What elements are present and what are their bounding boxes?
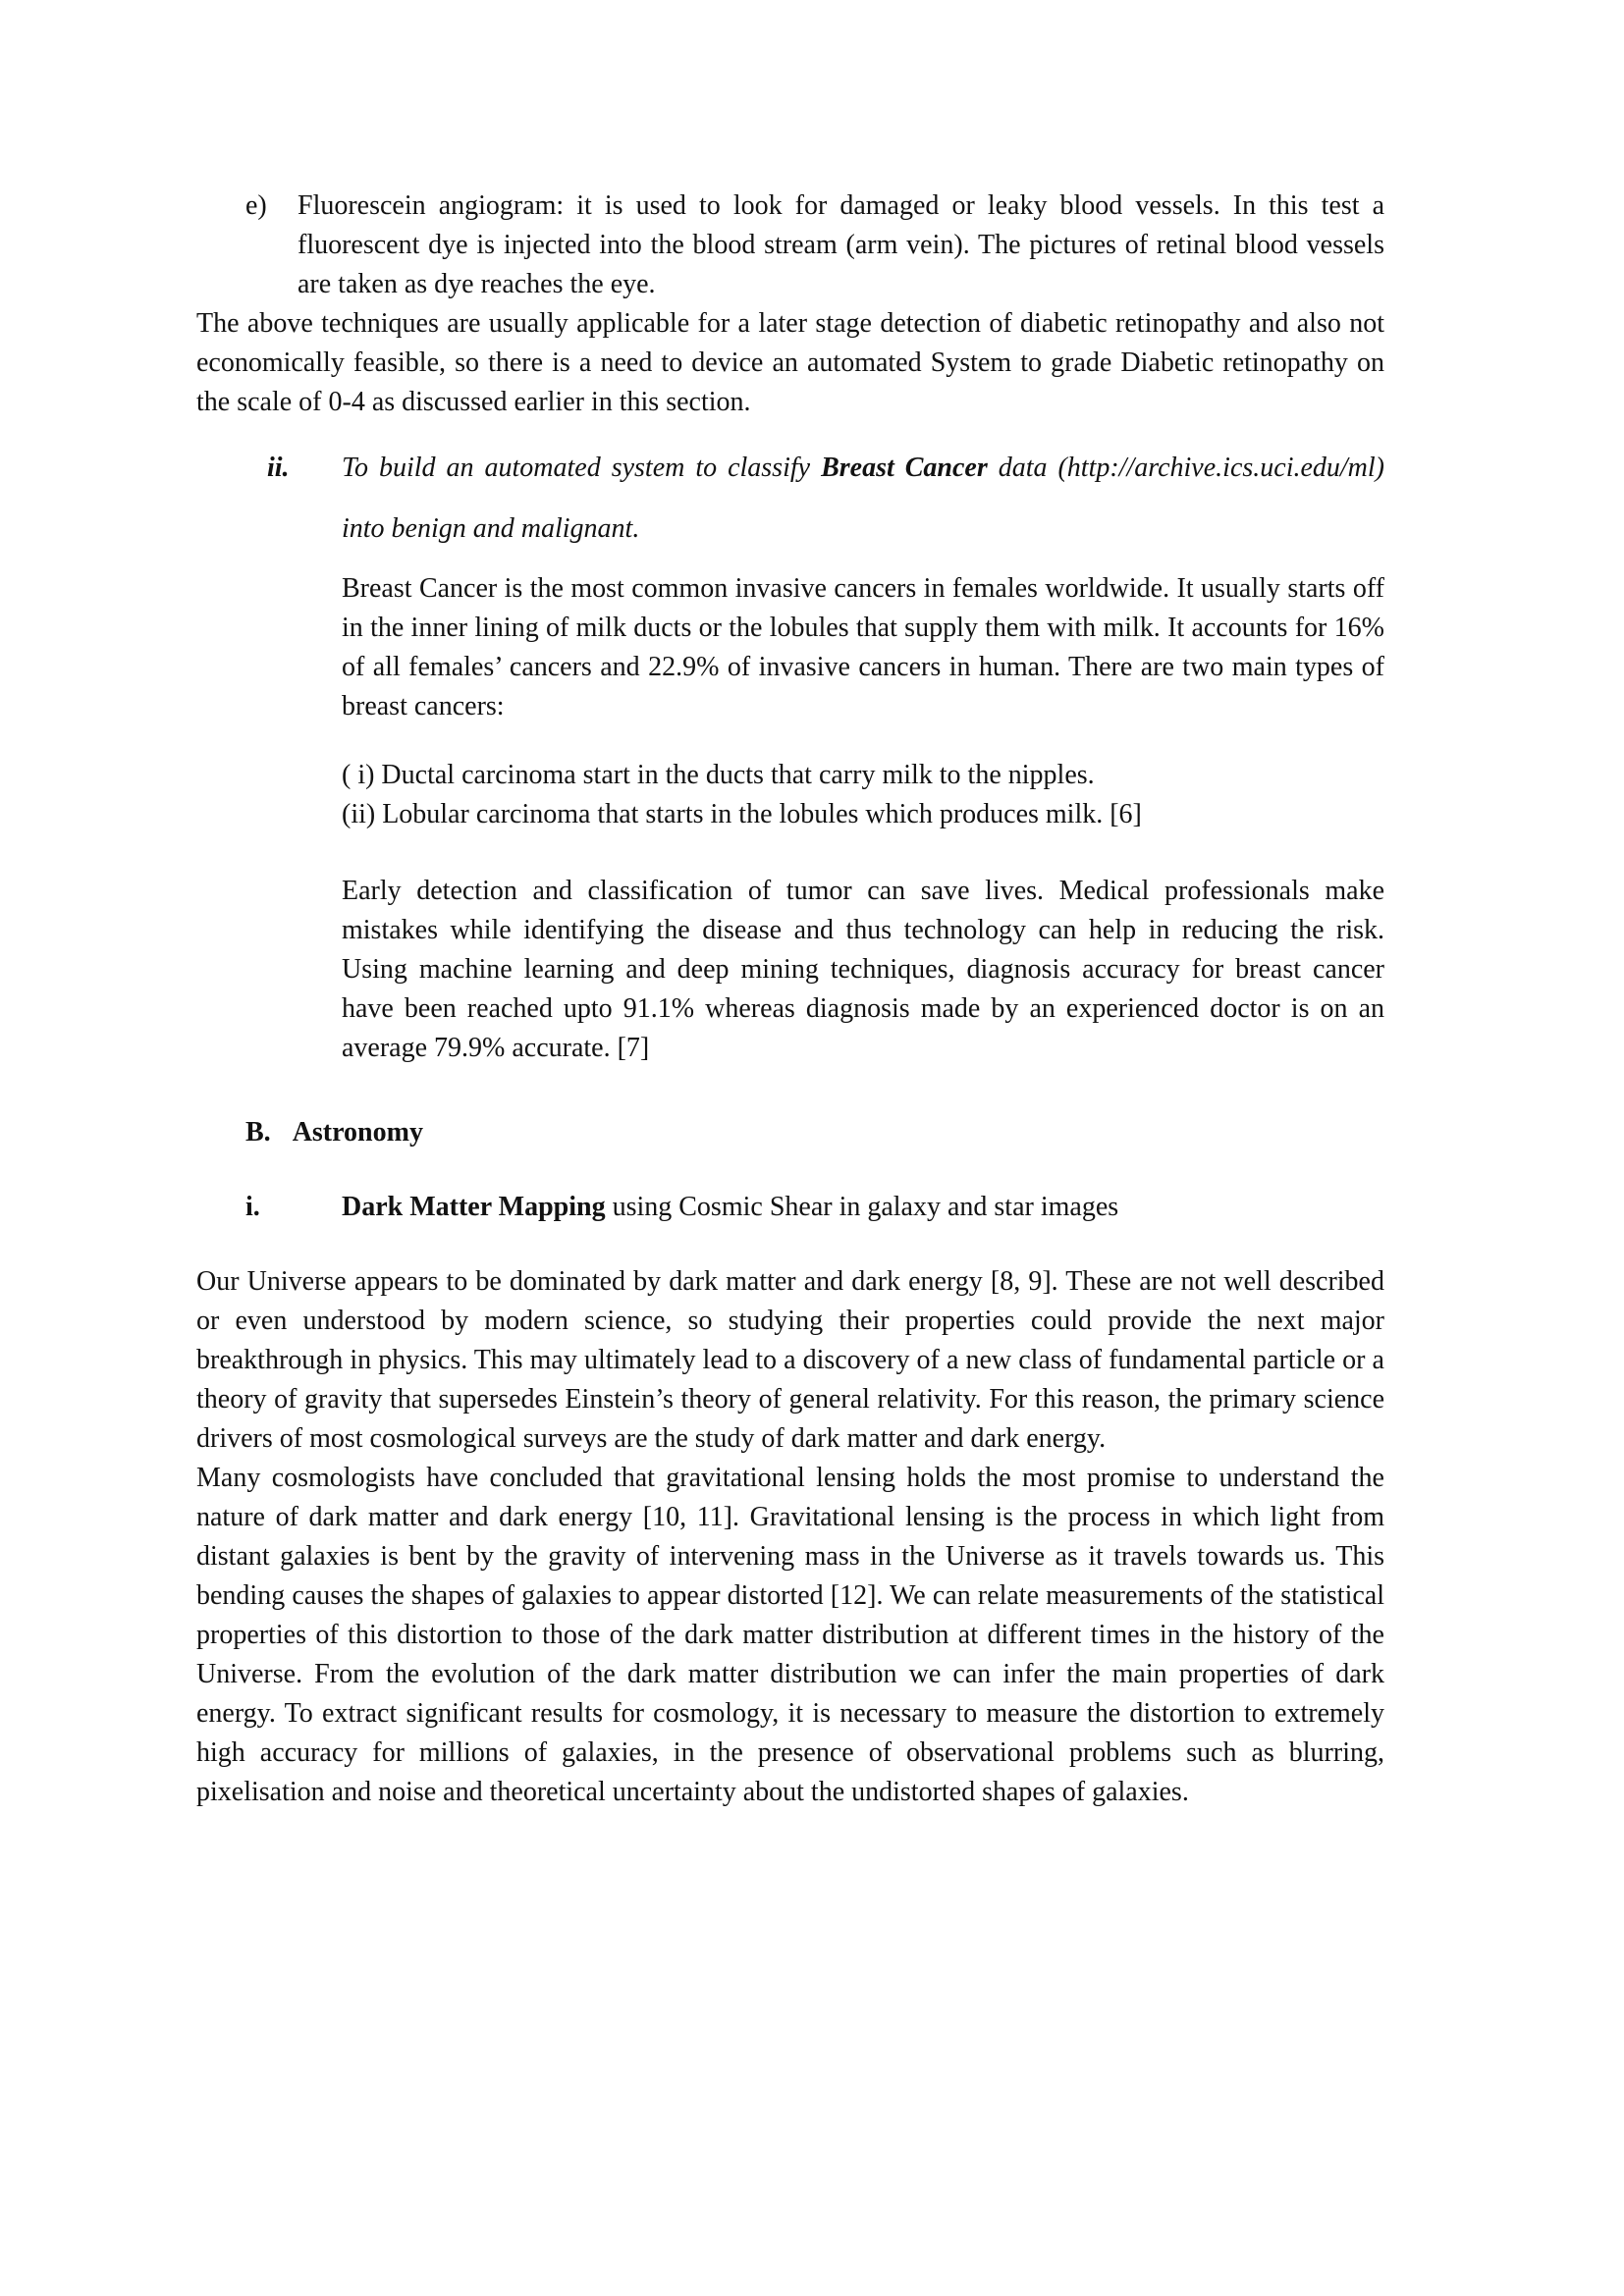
objective-ii-text-before: To build an automated system to classify [342, 453, 822, 483]
objective-i-marker: i. [245, 1192, 260, 1222]
carcinoma-point-lobular: (ii) Lobular carcinoma that starts in the lobules which produces milk. [6] [342, 799, 1142, 829]
objective-ii-marker: ii. [267, 453, 290, 483]
section-heading-marker: B. [245, 1117, 271, 1148]
paragraph-lensing: Many cosmologists have concluded that gravitational lensing holds the most promise to understand the nature of dark matter and dark energy [10, 11]. Gravitational lensing is the process in which light from distant galaxies is bent by the gravity of intervening mass in the Universe as it travels towards us. This bending causes the shapes of galaxies to appear distorted [12]. We can relate measurements of the statistical properties of this distortion to those of the dark matter distribution at different times in the history of the Universe. From the evolution of the dark matter distribution we can infer the main properties of dark energy. To extract significant results for cosmology, it is necessary to measure the distortion to extremely high accuracy for millions of galaxies, in the presence of observational problems such as blurring, pixelisation and noise and theoretical uncertainty about the undistorted shapes of galaxies. [196, 1463, 1384, 1807]
carcinoma-type-list [342, 756, 1384, 834]
list-item-e-fluorescein [196, 187, 1384, 304]
objective-i-bold-phrase: Dark Matter Mapping [342, 1192, 606, 1222]
objective-ii-bold-phrase: Breast Cancer [821, 453, 988, 483]
paragraph-universe: Our Universe appears to be dominated by dark matter and dark energy [8, 9]. These are not well described or even understood by modern science, so studying their properties could provide the next major breakthrough in physics. This may ultimately lead to a discovery of a new class of fundamental particle or a theory of gravity that supersedes Einstein’s theory of general relativity. For this reason, the primary science drivers of most cosmological surveys are the study of dark matter and dark energy. [196, 1266, 1384, 1454]
page-content [196, 187, 1384, 1812]
section-heading-astronomy [245, 1113, 1384, 1152]
objective-ii-breast-cancer [196, 438, 1384, 560]
carcinoma-point-ductal: ( i) Ductal carcinoma start in the ducts that carry milk to the nipples. [342, 760, 1095, 790]
paragraph-breast-cancer: Breast Cancer is the most common invasive cancers in females worldwide. It usually starts off in the inner lining of milk ducts or the lobules that supply them with milk. It accounts for 16% of all females’ cancers and 22.9% of invasive cancers in human. There are two main types of breast cancers: [342, 573, 1384, 721]
list-item-e-marker: e) [245, 190, 267, 221]
objective-ii-text-after: data (http://archive.ics.uci.edu/ml) into benign and malignant. [342, 453, 1385, 544]
paragraph-early-detection: Early detection and classification of tumor can save lives. Medical professionals make mistakes while identifying the disease and thus technology can help in reducing the risk. Using machine learning and deep mining techniques, diagnosis accuracy for breast cancer have been reached upto 91.1% whereas diagnosis made by an experienced doctor is on an average 79.9% accurate. [7] [342, 876, 1384, 1063]
section-heading-title: Astronomy [292, 1117, 423, 1148]
objective-i-text-after: using Cosmic Shear in galaxy and star images [605, 1192, 1119, 1222]
paragraph-techniques: The above techniques are usually applicable for a later stage detection of diabetic retinopathy and also not economically feasible, so there is a need to device an automated System to grade Diabetic retinopathy on the scale of 0-4 as discussed earlier in this section. [196, 308, 1384, 417]
objective-i-dark-matter [196, 1188, 1384, 1227]
list-item-e-text: Fluorescein angiogram: it is used to look for damaged or leaky blood vessels. In this test a fluorescent dye is injected into the blood stream (arm vein). The pictures of retinal blood vessels are taken as dye reaches the eye. [298, 190, 1384, 299]
